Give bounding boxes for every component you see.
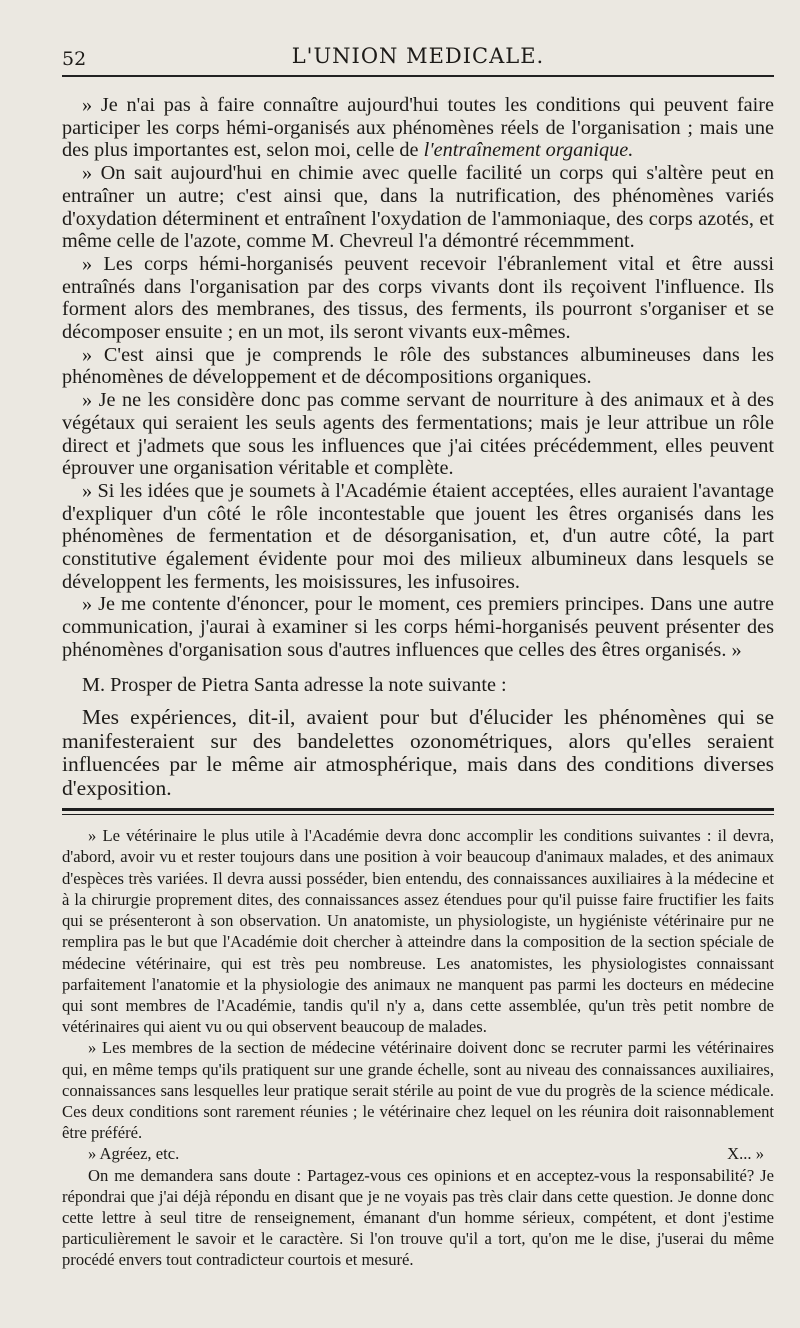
paragraph xyxy=(62,94,774,162)
header-rule xyxy=(62,75,774,77)
paragraph: » On sait aujourd'hui en chimie avec quelle facilité un corps qui s'altère peut en entraîner un autre; c'est ainsi que, dans la nutrification, des phénomènes variés d'oxydation déterminent et entraînent l'oxydation de l'ammoniaque, des corps azotés, et même celle de l'azote, comme M. Chevreul l'a démontré récemmment. xyxy=(62,162,774,253)
closing-paragraph: On me demandera sans doute : Partagez-vous ces opinions et en acceptez-vous la responsabilité? Je répondrai que j'ai déjà répondu en disant que je ne voyais pas très clair dans cette question. Je donne donc cette lettre à seul titre de renseignement, émanant d'un homme sérieux, compétent, et dont j'estime particulièrement le savoir et le caractère. Si l'on trouve qu'il a tort, qu'on me le dise, j'userai du même procédé envers tout contradicteur courtois et mesuré. xyxy=(62,1165,774,1270)
speaker-line: M. Prosper de Pietra Santa adresse la note suivante : xyxy=(82,673,507,696)
paragraph: » Je ne les considère donc pas comme servant de nourriture à des animaux et à des végétaux qui seraient les seuls agents des fermentations; mais je leur attribue un rôle direct et j'admets que sous les influences que j'ai citées précédemment, elles peuvent éprouver une organisation véritable et complète. xyxy=(62,389,774,480)
paragraph: » Je me contente d'énoncer, pour le moment, ces premiers principes. Dans une autre communication, j'aurai à examiner si les corps hémi-horganisés peuvent présenter des phénomènes d'organisation sous d'autres influences que celles des êtres organisés. » xyxy=(62,593,774,661)
paragraph-text: » Je n'ai pas à faire connaître aujourd'hui toutes les conditions qui peuvent faire participer les corps hémi-organisés aux phénomènes réels de l'organisation ; mais une des plus importantes est, selon moi, celle de xyxy=(62,94,774,162)
paragraph: » Les corps hémi-horganisés peuvent recevoir l'ébranlement vital et être aussi entraînés dans l'organisation par des corps vivants dont ils reçoivent l'influence. Ils forment alors des membranes, des tissus, des ferments, ils pourront s'organiser et se décomposer ensuite ; en un mot, ils seront vivants eux-mêmes. xyxy=(62,252,774,344)
note-paragraph: Mes expériences, dit-il, avaient pour but d'élucider les phénomènes qui se manifesteraient sur des bandelettes ozonométriques, alors qu'elles seraient influencées par le même air atmosphérique, mais dans des conditions diverses d'exposition. xyxy=(62,705,774,800)
signoff-signature: X... » xyxy=(727,1144,764,1164)
footnote-paragraph: » Les membres de la section de médecine vétérinaire doivent donc se recruter parmi les vétérinaires qui, en même temps qu'ils pratiquent sur une grande échelle, sont au niveau des connaissances auxiliaires, connaissances sans lesquelles leur pratique serait stérile au point de vue du progrès de la science médicale. Ces deux conditions sont rarement réunies ; le vétérinaire chez lequel on les réunira doit raisonnablement être préféré. xyxy=(62,1038,774,1143)
page-header xyxy=(62,0,774,72)
section-divider xyxy=(62,808,774,815)
paragraph: » C'est ainsi que je comprends le rôle des substances albumineuses dans les phénomènes de développement et de décompositions organiques. xyxy=(62,343,774,389)
signoff-greeting: » Agréez, etc. xyxy=(88,1144,180,1164)
page-number: 52 xyxy=(62,48,87,70)
footnote-paragraph: » Le vétérinaire le plus utile à l'Académie devra donc accomplir les conditions suivantes : il devra, d'abord, avoir vu et rester toujours dans une position à voir beaucoup d'animaux malades, et des animaux d'espèces très variées. Il devra aussi posséder, bien entendu, des connaissances auxiliaires à la médecine et à la chirurgie proprement dites, des connaissances assez étendues pour qu'il puisse faire fructifier les faits qui se présenteront à son observation. Un anatomiste, un physiologiste, un hygiéniste vétérinaire pur ne remplira pas le but que l'Académie doit chercher à atteindre dans la composition de la section spéciale de médecine vétérinaire, qui est très peu nombreuse. Les anatomistes, les physiologistes connaissant parfaitement l'anatomie et la physiologie des animaux ne manquent pas parmi les docteurs en médecine qui sont membres de l'Académie, tandis qu'il n'y a, dans cette assemblée, qu'un très petit nombre de vétérinaires qui aient vu ou qui observent beaucoup de malades. xyxy=(62,826,774,1037)
italic-term: l'entraînement organique. xyxy=(423,139,634,162)
paragraph: » Si les idées que je soumets à l'Académie étaient acceptées, elles auraient l'avantage d'expliquer d'un côté le rôle incontestable que jouent les êtres organisés dans les phénomènes de fermentation et de désorganisation, et, d'un autre côté, la part constitutive également évidente pour moi des milieux albumineux dans lesquels se développent les ferments, les moisissures, les infusoires. xyxy=(62,479,774,593)
running-title: L'UNION MEDICALE. xyxy=(291,44,545,68)
signoff-line xyxy=(62,1143,774,1164)
main-article xyxy=(62,94,774,800)
footnote-section xyxy=(62,825,774,1270)
